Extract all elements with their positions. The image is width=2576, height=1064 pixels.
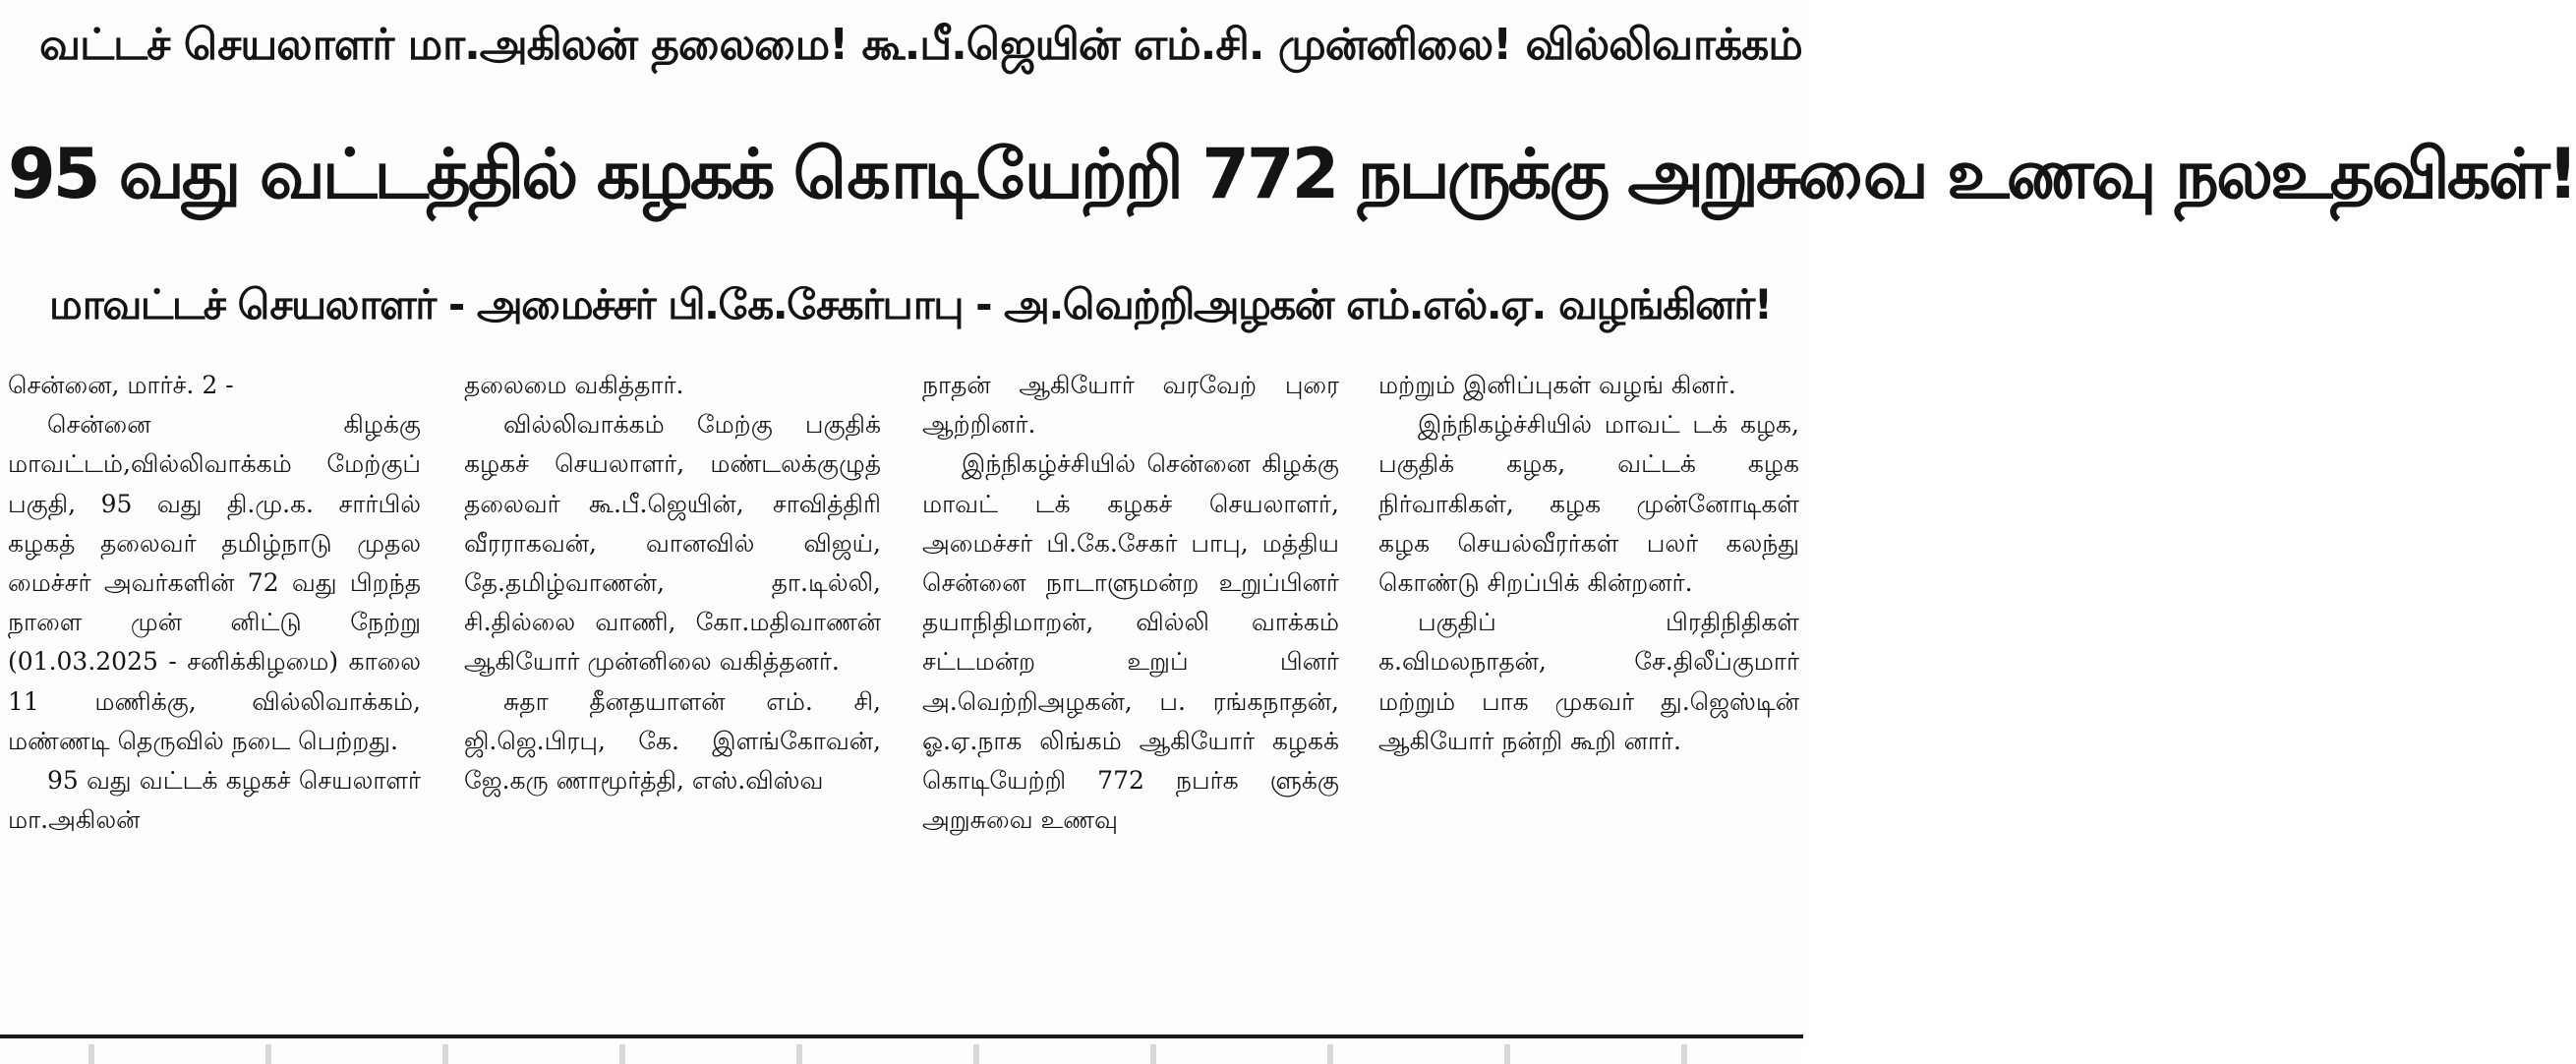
column-2 — [464, 366, 881, 1034]
article-body — [0, 366, 1803, 1034]
paragraph: இந்நிகழ்ச்சியில் மாவட் டக் கழக, பகுதிக் கழக, வட்டக் கழக நிர்வாகிகள், கழக முன்னோடிகள் கழக செயல்வீரர்கள் பலர் கலந்து கொண்டு சிறப்பிக் கின்றனர். — [1378, 410, 1799, 598]
subheadline: மாவட்டச் செயலாளர் - அமைச்சர் பி.கே.சேகர்பாபு - அ.வெற்றிஅழகன் எம்.எல்.ஏ. வழங்கினர்! — [49, 280, 1772, 328]
paragraph: தலைமை வகித்தார். — [464, 371, 684, 399]
paragraph: 95 வது வட்டக் கழகச் செயலாளர் மா.அகிலன் — [8, 766, 421, 835]
paragraph: இந்நிகழ்ச்சியில் சென்னை கிழக்கு மாவட் டக் கழகச் செயலாளர், அமைச்சர் பி.கே.சேகர் பாபு, மத்திய சென்னை நாடாளுமன்ற உறுப்பினர் தயாநிதிமாறன், வில்லி வாக்கம் சட்டமன்ற உறுப் பினர் அ.வெற்றிஅழகன், ப. ரங்கநாதன், ஓ.ஏ.நாக லிங்கம் ஆகியோர் கழகக் கொடியேற்றி 772 நபர்க ளுக்கு அறுசுவை உணவு — [922, 449, 1339, 835]
dateline: சென்னை, மார்ச். 2 - — [8, 371, 234, 399]
kicker-line: வட்டச் செயலாளர் மா.அகிலன் தலைமை! கூ.பீ.ஜெயின் எம்.சி. முன்னிலை! வில்லிவாக்கம் — [39, 20, 1802, 70]
paragraph: பகுதிப் பிரதிநிதிகள் க.விமலநாதன், சே.திலீப்குமார் மற்றும் பாக முகவர் து.ஜெஸ்டின் ஆகியோர் நன்றி கூறி னார். — [1378, 608, 1799, 755]
paragraph: சென்னை கிழக்கு மாவட்டம்,வில்லிவாக்கம் மேற்குப் பகுதி, 95 வது தி.மு.க. சார்பில் கழகத் தலைவர் தமிழ்நாடு முதல மைச்சர் அவர்களின் 72 வது பிறந்த நாளை முன் னிட்டு நேற்று (01.03.2025 - சனிக்கிழமை) காலை 11 மணிக்கு, வில்லிவாக்கம், மண்ணடி தெருவில் நடை பெற்றது. — [8, 410, 421, 755]
column-4 — [1378, 366, 1799, 1034]
column-1 — [8, 366, 421, 1034]
headline: 95 வது வட்டத்தில் கழகக் கொடியேற்றி 772 நபருக்கு அறுசுவை உணவு நலஉதவிகள்! — [8, 134, 2576, 214]
paragraph: மற்றும் இனிப்புகள் வழங் கினர். — [1378, 371, 1736, 399]
next-article-edge — [0, 1044, 1803, 1064]
column-3 — [922, 366, 1339, 1034]
bottom-rule — [0, 1034, 1803, 1038]
paragraph: சுதா தீனதயாளன் எம். சி, ஜி.ஜெ.பிரபு, கே. இளங்கோவன், ஜே.கரு ணாமூர்த்தி, எஸ்.விஸ்வ — [464, 686, 881, 796]
paragraph: வில்லிவாக்கம் மேற்கு பகுதிக் கழகச் செயலாளர், மண்டலக்குழுத் தலைவர் கூ.பீ.ஜெயின், சாவித்திரி வீரராகவன், வானவில் விஜய், தே.தமிழ்வாணன், தா.டில்லி, சி.தில்லை வாணி, கோ.மதிவாணன் ஆகியோர் முன்னிலை வகித்தனர். — [464, 410, 881, 677]
paragraph: நாதன் ஆகியோர் வரவேற் புரை ஆற்றினர். — [922, 371, 1339, 440]
